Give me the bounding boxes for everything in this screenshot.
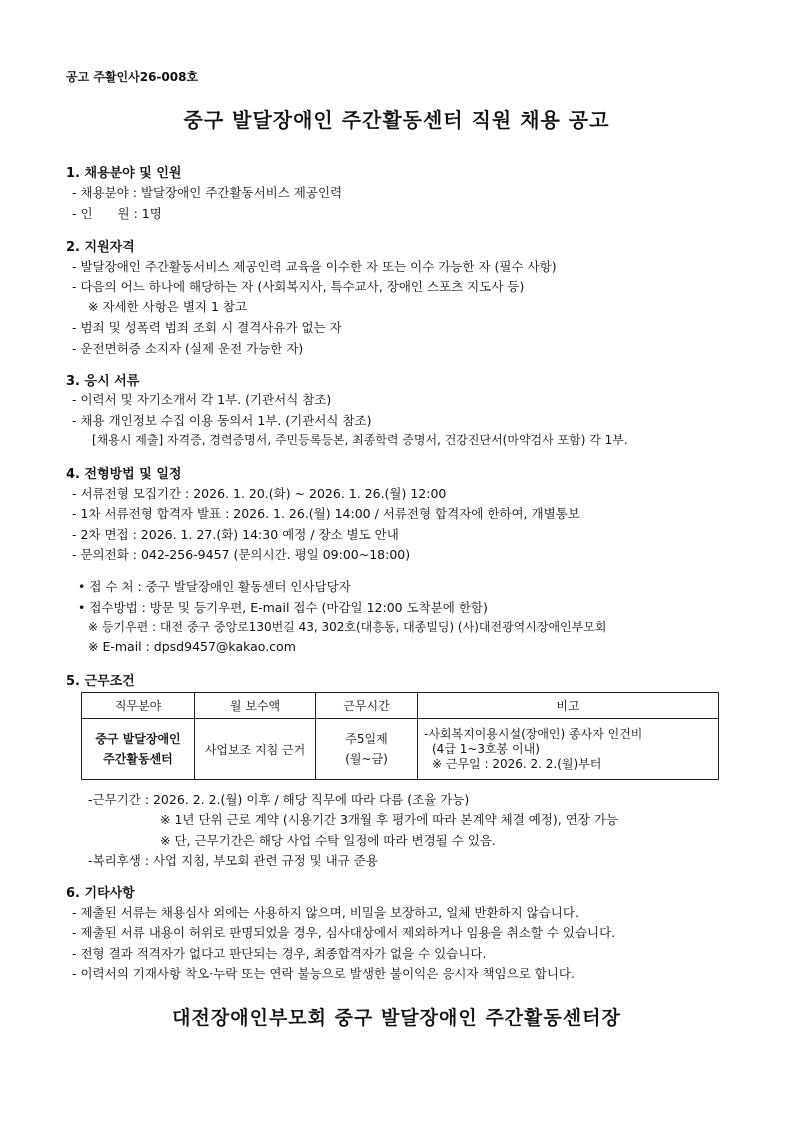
section-4-bullet: • 접 수 처 : 중구 발달장애인 활동센터 인사담당자 (78, 579, 351, 594)
job-field-cell (82, 719, 195, 780)
issuer-signature-line: 대전장애인부모회 중구 발달장애인 주간활동센터장 (172, 1007, 621, 1029)
section-1-title: 1. 채용분야 및 인원 (66, 166, 182, 181)
section-3-title: 3. 응시 서류 (66, 374, 140, 389)
section-4-note: ※ 등기우편 : 대전 중구 중앙로130번길 43, 302호(대흥동, 대종빌딩) (사)대전광역시장애인부모회 (88, 620, 607, 634)
section-5-line: -근무기간 : 2026. 2. 2.(월) 이후 / 해당 직무에 따라 다름 (조율 가능) (88, 792, 470, 807)
section-4-bullet: • 접수방법 : 방문 및 등기우편, E-mail 접수 (마감일 12:00 도착분에 한함) (78, 600, 488, 615)
section-4-line: - 서류전형 모집기간 : 2026. 1. 20.(화) ~ 2026. 1. 26.(월) 12:00 (72, 486, 447, 501)
section-2-note: ※ 자세한 사항은 별지 1 참고 (88, 299, 248, 314)
work-hours-line: (월~금) (345, 752, 388, 766)
work-hours-line: 주5일제 (345, 732, 388, 746)
table-header-row (82, 693, 719, 719)
section-6-line: - 제출된 서류 내용이 허위로 판명되었을 경우, 심사대상에서 제외하거나 임용을 취소할 수 있습니다. (72, 925, 616, 940)
job-field-line: 주간활동센터 (103, 752, 173, 766)
work-conditions-table (81, 692, 719, 780)
table-row (82, 719, 719, 780)
section-2-line: - 다음의 어느 하나에 해당하는 자 (사회복지사, 특수교사, 장애인 스포츠 지도사 등) (72, 279, 525, 294)
section-4-line: - 문의전화 : 042-256-9457 (문의시간. 평일 09:00~18:00) (72, 547, 411, 562)
remarks-cell (418, 719, 719, 780)
job-field-line: 중구 발달장애인 (95, 732, 181, 746)
section-2-line: - 운전면허증 소지자 (실제 운전 가능한 자) (72, 341, 304, 356)
remarks-line: (4급 1~3호봉 이내) (432, 741, 540, 756)
section-6-line: - 이력서의 기재사항 착오·누락 또는 연락 불능으로 발생한 불이익은 응시자 책임으로 합니다. (72, 966, 575, 981)
remarks-line: -사회복지이용시설(장애인) 종사자 인건비 (424, 726, 643, 741)
section-4-title: 4. 전형방법 및 일정 (66, 467, 182, 482)
section-2-line: - 발달장애인 주간활동서비스 제공인력 교육을 이수한 자 또는 이수 가능한 자 (필수 사항) (72, 259, 557, 274)
section-2-title: 2. 지원자격 (66, 240, 135, 255)
section-5-note: ※ 1년 단위 근로 계약 (시용기간 3개월 후 평가에 따라 본계약 체결 예정), 연장 가능 (160, 812, 618, 827)
section-5-note: ※ 단, 근무기간은 해당 사업 수탁 일정에 따라 변경될 수 있음. (160, 833, 496, 848)
section-6-title: 6. 기타사항 (66, 886, 135, 901)
table-header-cell: 월 보수액 (195, 693, 316, 719)
section-1-line: - 채용분야 : 발달장애인 주간활동서비스 제공인력 (72, 185, 343, 200)
table-header-cell: 비고 (418, 693, 719, 719)
section-6-line: - 전형 결과 적격자가 없다고 판단되는 경우, 최종합격자가 없을 수 있습니다. (72, 946, 487, 961)
section-4-line: - 2차 면접 : 2026. 1. 27.(화) 14:30 예정 / 장소 별도 안내 (72, 527, 399, 542)
section-4-note: ※ E-mail : dpsd9457@kakao.com (88, 639, 296, 654)
section-3-note: [채용시 제출] 자격증, 경력증명서, 주민등록등본, 최종학력 증명서, 건강진단서(마약검사 포함) 각 1부. (92, 433, 628, 447)
section-4-line: - 1차 서류전형 합격자 발표 : 2026. 1. 26.(월) 14:00 / 서류전형 합격자에 한하여, 개별통보 (72, 506, 580, 521)
section-2-line: - 범죄 및 성폭력 범죄 조회 시 결격사유가 없는 자 (72, 320, 342, 335)
document-title: 중구 발달장애인 주간활동센터 직원 채용 공고 (183, 108, 610, 132)
notice-number: 공고 주활인사26-008호 (66, 70, 199, 84)
work-hours-cell (316, 719, 418, 780)
section-5-title: 5. 근무조건 (66, 674, 135, 689)
section-3-line: - 채용 개인정보 수집 이용 동의서 1부. (기관서식 참조) (72, 413, 372, 428)
section-5-line: -복리후생 : 사업 지침, 부모회 관련 규정 및 내규 준용 (88, 853, 378, 868)
table-header-cell: 근무시간 (316, 693, 418, 719)
section-6-line: - 제출된 서류는 채용심사 외에는 사용하지 않으며, 비밀을 보장하고, 일체 반환하지 않습니다. (72, 905, 579, 920)
section-1-line: - 인 원 : 1명 (72, 206, 162, 221)
table-header-cell: 직무분야 (82, 693, 195, 719)
section-3-line: - 이력서 및 자기소개서 각 1부. (기관서식 참조) (72, 392, 332, 407)
remarks-line: ※ 근무일 : 2026. 2. 2.(월)부터 (432, 756, 602, 771)
monthly-pay-cell: 사업보조 지침 근거 (195, 719, 316, 780)
